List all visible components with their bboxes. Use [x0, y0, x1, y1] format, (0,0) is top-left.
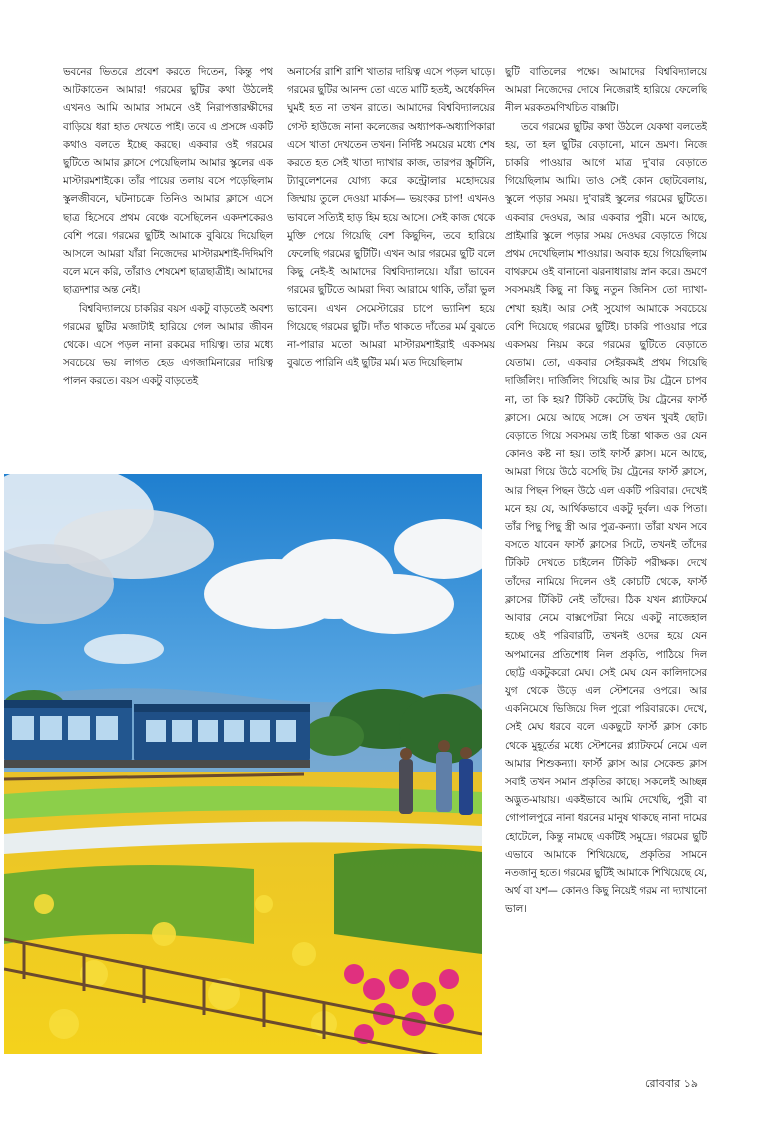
col1-paragraph: বিশ্ববিদ্যালয়ে চাকরির বয়স একটু বাড়তেই অবশ্য গরমের ছুটির মজাটাই হারিয়ে গেল আমার জীবন থেকে। এসে পড়ল নানা রকমের দায়িত্ব। তার মধ্যে সবচেয়ে ভয় লাগত হেড এগজামিনারের দায়িত্ব পালন করতে। বয়স একটু বাড়তেই	[63, 302, 273, 388]
toy-train	[4, 700, 310, 768]
col3-paragraph: ছুটি বাতিলের পক্ষে। আমাদের বিশ্ববিদ্যালয়ে আমরা নিজেদের দোষে নিজেরাই হারিয়ে ফেলেছি নীল মরকতমণিখচিত বাক্সটি।	[505, 66, 707, 115]
col2-paragraph: অনার্সের রাশি রাশি খাতার দায়িত্ব এসে পড়ল ঘাড়ে। গরমের ছুটির আনন্দ তো এতে মাটি হতই, অর্ধেকদিন ঘুমই হত না তখন রাতে। আমাদের বিশ্ববিদ্যালয়ের গেস্ট হাউজে নানা কলেজের অধ্যাপক-অধ্যাপিকারা এসে খাতা দেখতেন তখন। নির্দিষ্ট সময়ের মধ্যে শেষ করতে হত সেই খাতা দ্যাখার কাজ, তারপর স্ক্রুটিনি, ট্যাবুলেশনের যোগ্য করে কন্ট্রোলার মহোদয়ের জিম্মায় তুলে দেওয়া মার্কস— ভয়ংকর চাপ! এখনও ভাবলে সত্যিই হাড় হিম হয়ে আসে। সেই কাজ থেকে মুক্তি পেয়ে গিয়েছি বেশ কিছুদিন, তবে হারিয়ে ফেলেছি গরমের ছুটিটি। এখন আর গরমের ছুটি বলে কিছু নেই-ই আমাদের বিশ্ববিদ্যালয়ে। যাঁরা ভাবেন গরমের ছুটিতে আমরা দিব্য আরামে থাকি, তাঁরা ভুল ভাবেন। এখন সেমেস্টারের চাপে ভ্যানিশ হয়ে গিয়েছে গরমের ছুটি। দাঁত থাকতে দাঁতের মর্ম বুঝতে না-পারার মতো আমরা মাস্টারমশাইরাই একসময় বুঝতে পারিনি এই ছুটির মর্ম। মত দিয়েছিলাম	[287, 66, 495, 370]
toy-train-photo	[4, 474, 482, 1054]
article-column-2	[287, 63, 495, 473]
article-column-1	[63, 63, 273, 473]
page-footer: রোববার ১৯	[645, 1077, 698, 1090]
article-column-3	[505, 63, 707, 1073]
col1-paragraph: ভবনের ভিতরে প্রবেশ করতে দিতেন, কিন্তু পথ আটকাতেন আমার! গরমের ছুটির কথা উঠলেই এখনও আমি আমার সামনে ওই নিরাপত্তারক্ষীদের বাড়িয়ে ধরা হাত দেখতে পাই। তবে এ প্রসঙ্গে একটি কথাও বলতে ইচ্ছে করছে। একবার ওই গরমের ছুটিতে আমার ক্লাসে পেয়েছিলাম আমার স্কুলের এক মাস্টারমশাইকে। তাঁর পায়ের তলায় বসে পড়েছিলাম স্কুলজীবনে, ঘটনাচক্রে তিনিও আমার ক্লাসে এসে ছাত্র হিসেবে প্রথম বেঞ্চে বসেছিলেন একদশকেরও বেশি পরে। গরমের ছুটিই আমাকে বুঝিয়ে দিয়েছিল আসলে আমরা যাঁরা নিজেদের মাস্টারমশাই-দিদিমণি বলে মনে করি, তাঁরাও শেষমেশ ছাত্রছাত্রীই। আমাদের ছাত্রদশার অন্ত নেই।	[63, 66, 273, 297]
col3-paragraph: তবে গরমের ছুটির কথা উঠলে যেকথা বলতেই হয়, তা হল ছুটির বেড়ানো, মানে ভ্রমণ। নিজে চাকরি পাওয়ার আগে মাত্র দু'বার বেড়াতে গিয়েছিলাম আমি। তাও সেই কোন ছোটবেলায়, স্কুলে পড়ার সময়। দু'বারই স্কুলের গরমের ছুটিতে। একবার দেওঘর, আর একবার পুরী। মনে আছে, প্রাইমারি স্কুলে পড়ার সময় দেওঘর বেড়াতে গিয়ে প্রথম দেখেছিলাম শাওয়ার। অবাক হয়ে গিয়েছিলাম বাথরুমে ওই বানানো ঝরনাধারায় স্নান করে। ভ্রমণে সবসময়ই কিছু না কিছু নতুন জিনিস তো দ্যাখা-শেখা হয়ই। আর সেই সুযোগ আমাকে সবচেয়ে বেশি দিয়েছে গরমের ছুটিই। চাকরি পাওয়ার পরে একসময় নিয়ম করে গরমের ছুটিতে বেড়াতে যেতাম। তো, একবার সেইরকমই প্রথম গিয়েছি দার্জিলিং। দার্জিলিং গিয়েছি আর টয় ট্রেনে চাপব না, তা কি হয়? টিকিট কেটেছি টয় ট্রেনের ফার্স্ট ক্লাসে। মেয়ে আছে সঙ্গে। সে তখন খুবই ছোট। বেড়াতে গিয়ে সবসময় তাই চিন্তা থাকত ওর যেন কোনও কষ্ট না হয়। তাই ফার্স্ট ক্লাস। মনে আছে, আমরা গিয়ে উঠে বসেছি টয় ট্রেনের ফার্স্ট ক্লাসে, আর পিছন পিছন উঠে এল একটি পরিবার। দেখেই মনে হয় যে, আর্থিকভাবে একটু দুর্বল। এক পিতা। তাঁর পিছু পিছু স্ত্রী আর পুত্র-কন্যা। তাঁরা যখন সবে বসতে যাবেন ফার্স্ট ক্লাসের সিটে, তখনই তাঁদের টিকিট দেখতে চাইলেন টিকিট পরীক্ষক। দেখে তাঁদের নামিয়ে দিলেন ওই কোচটি থেকে, ফার্স্ট ক্লাসের টিকিট নেই তাঁদের। ঠিক যখন প্ল্যাটফর্মে আবার নেমে বাক্সপেটরা নিয়ে একটু নাজেহাল হচ্ছে ওই পরিবারটি, তখনই ওদের হয়ে যেন অপমানের প্রতিশোধ নিল প্রকৃতি, পাঠিয়ে দিল ছোট্ট একটুকরো মেঘ। সেই মেঘ যেন কালিদাসের যুগ থেকে উড়ে এল স্টেশনের ওপরে। আর একনিমেষে ভিজিয়ে দিল পুরো পরিবারকে। দেখে, সেই মেঘ ধরবে বলে একছুটে ফার্স্ট ক্লাস কোচ থেকে মুহূর্তের মধ্যে স্টেশনের প্ল্যাটফর্মে নেমে এল আমার শিশুকন্যা। ফার্স্ট ক্লাস আর সেকেন্ড ক্লাস সবাই তখন সমান প্রকৃতির কাছে। সকলেই আচ্ছন্ন অদ্ভুত-মায়ায়। একইভাবে আমি দেখেছি, পুরী বা গোপালপুরে নানা ধরনের মানুষ থাকছে নানা দামের হোটেলে, কিন্তু নামছে একটিই সমুদ্রে। গরমের ছুটি এভাবে আমাকে শিখিয়েছে, প্রকৃতির সামনে নতজানু হতে। গরমের ছুটিই আমাকে শিখিয়েছে যে, অর্থ বা যশ— কোনও কিছু নিয়েই গরম না দ্যাখানো ভাল।	[505, 120, 707, 916]
